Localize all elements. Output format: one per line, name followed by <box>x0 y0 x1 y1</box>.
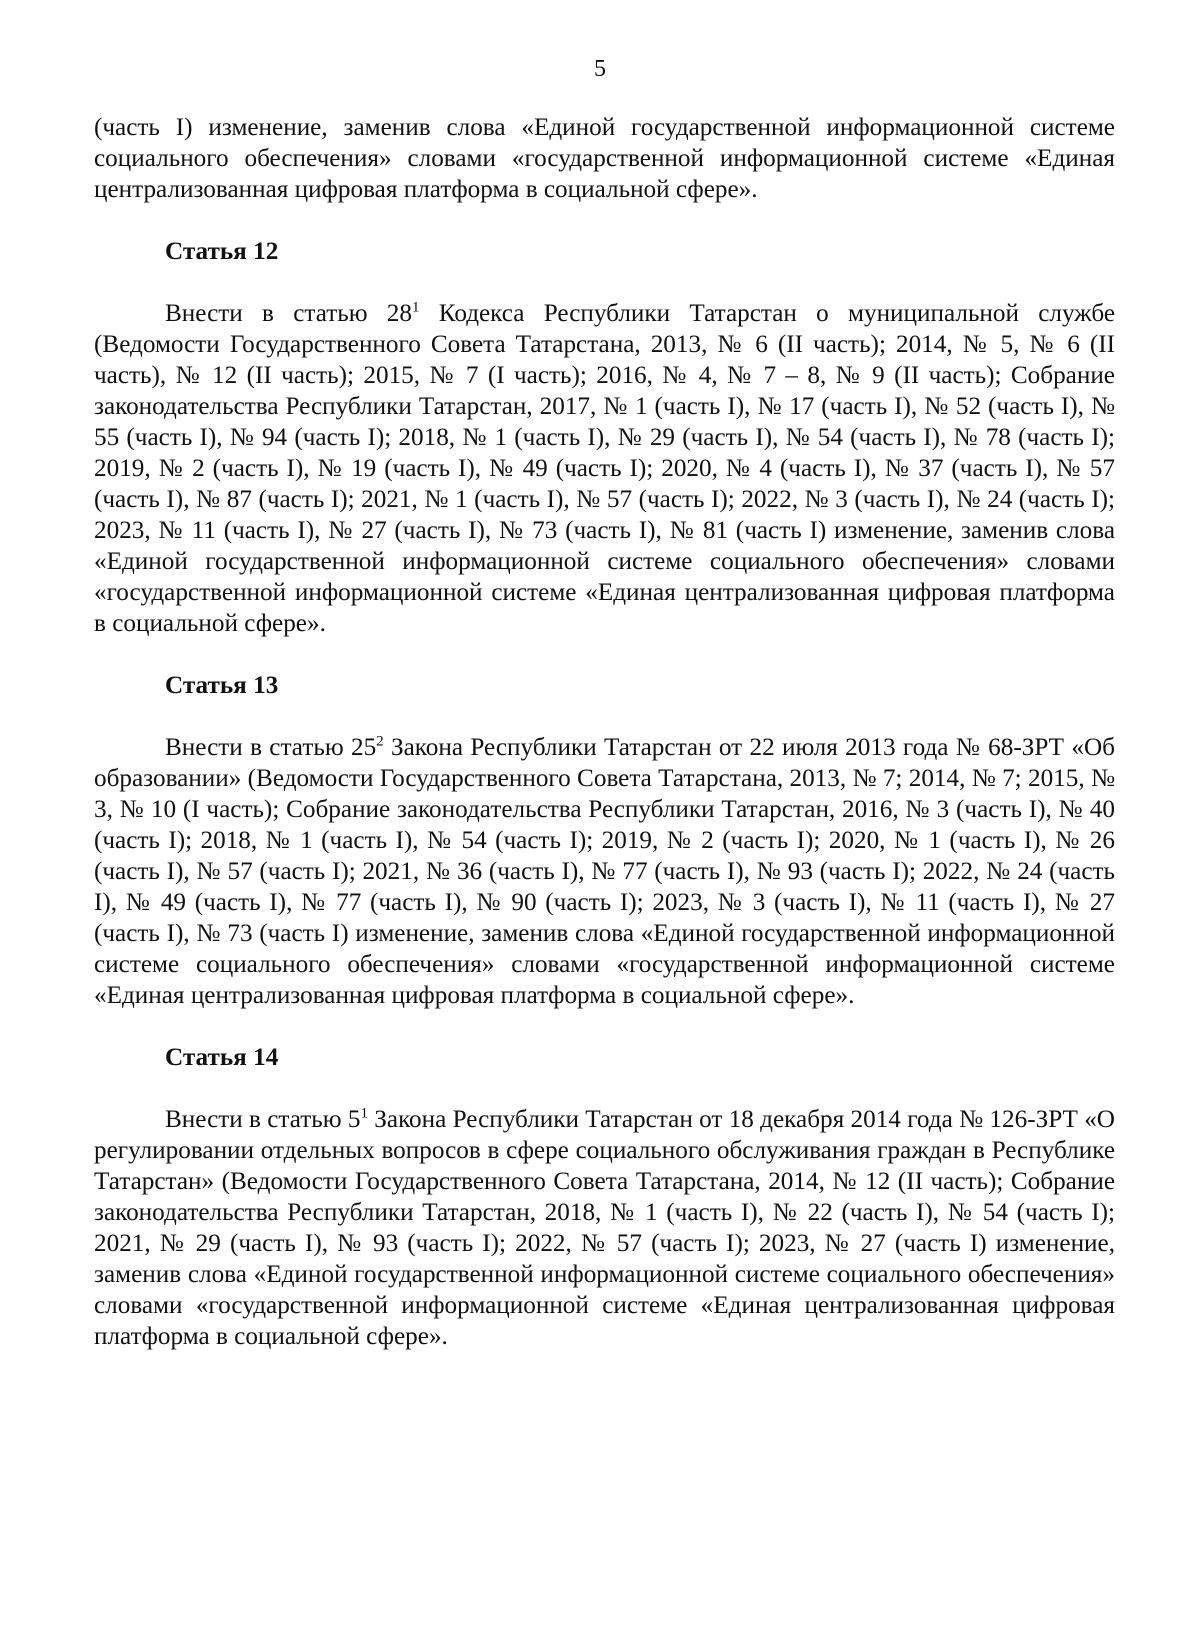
article-12-text-start: Внести в статью 28 <box>165 300 412 327</box>
spacer <box>94 1073 1115 1104</box>
article-12-text-rest: Кодекса Республики Татарстан о муниципальной службе (Ведомости Государственного Совета Татарстана, 2013, № 6 (II часть); 2014, № 5, № 6 (II часть), № 12 (II часть); 2015, № 7 (I часть); 2016, № 4, № 7 – 8, № 9 (II часть); Собрание законодательства Республики Татарстан, 2017, № 1 (часть I), № 17 (часть I), № 52 (часть I), № 55 (часть I), № 94 (часть I); 2018, № 1 (часть I), № 29 (часть I), № 54 (часть I), № 78 (часть I); 2019, № 2 (часть I), № 19 (часть I), № 49 (часть I); 2020, № 4 (часть I), № 37 (часть I), № 57 (часть I), № 87 (часть I); 2021, № 1 (часть I), № 57 (часть I); 2022, № 3 (часть I), № 24 (часть I); 2023, № 11 (часть I), № 27 (часть I), № 73 (часть I), № 81 (часть I) изменение, заменив слова «Единой государственной информационной системе социального обеспечения» словами «государственной информационной системе «Единая централизованная цифровая платформа в социальной сфере». <box>94 300 1115 637</box>
article-12-text <box>94 298 1115 639</box>
spacer <box>94 639 1115 670</box>
article-13-text <box>94 732 1115 1011</box>
article-14-text-rest: Закона Республики Татарстан от 18 декабря 2014 года № 126-ЗРТ «О регулировании отдельных вопросов в сфере социального обслуживания граждан в Республике Татарстан» (Ведомости Государственного Совета Татарстана, 2014, № 12 (II часть); Собрание законодательства Республики Татарстан, 2018, № 1 (часть I), № 22 (часть I), № 54 (часть I); 2021, № 29 (часть I), № 93 (часть I); 2022, № 57 (часть I); 2023, № 27 (часть I) изменение, заменив слова «Единой государственной информационной системе социального обеспечения» словами «государственной информационной системе «Единая централизованная цифровая платформа в социальной сфере». <box>94 1106 1115 1350</box>
article-13-text-start: Внести в статью 25 <box>165 734 377 761</box>
page-number: 5 <box>594 56 606 82</box>
article-12-superscript: 1 <box>412 299 420 316</box>
article-14-text <box>94 1104 1115 1352</box>
article-13-text-rest: Закона Республики Татарстан от 22 июля 2013 года № 68-ЗРТ «Об образовании» (Ведомости Государственного Совета Татарстана, 2013, № 7; 2014, № 7; 2015, № 3, № 10 (I часть); Собрание законодательства Республики Татарстан, 2016, № 3 (часть I), № 40 (часть I); 2018, № 1 (часть I), № 54 (часть I); 2019, № 2 (часть I); 2020, № 1 (часть I), № 26 (часть I), № 57 (часть I); 2021, № 36 (часть I), № 77 (часть I), № 93 (часть I); 2022, № 24 (часть I), № 49 (часть I), № 77 (часть I), № 90 (часть I); 2023, № 3 (часть I), № 11 (часть I), № 27 (часть I), № 73 (часть I) изменение, заменив слова «Единой государственной информационной системе социального обеспечения» словами «государственной информационной системе «Единая централизованная цифровая платформа в социальной сфере». <box>94 734 1115 1009</box>
spacer <box>94 205 1115 236</box>
document-body <box>94 112 1115 1352</box>
article-13-title: Статья 13 <box>165 672 279 699</box>
spacer <box>94 267 1115 298</box>
article-14-superscript: 1 <box>360 1105 368 1122</box>
intro-paragraph: (часть I) изменение, заменив слова «Единой государственной информационной системе социального обеспечения» словами «государственной информационной системе «Единая централизованная цифровая платформа в социальной сфере». <box>94 114 1115 203</box>
article-14-title: Статья 14 <box>165 1044 279 1071</box>
article-12-title: Статья 12 <box>165 238 279 265</box>
article-13-superscript: 2 <box>376 733 384 750</box>
spacer <box>94 701 1115 732</box>
spacer <box>94 1011 1115 1042</box>
article-14-text-start: Внести в статью 5 <box>165 1106 361 1133</box>
